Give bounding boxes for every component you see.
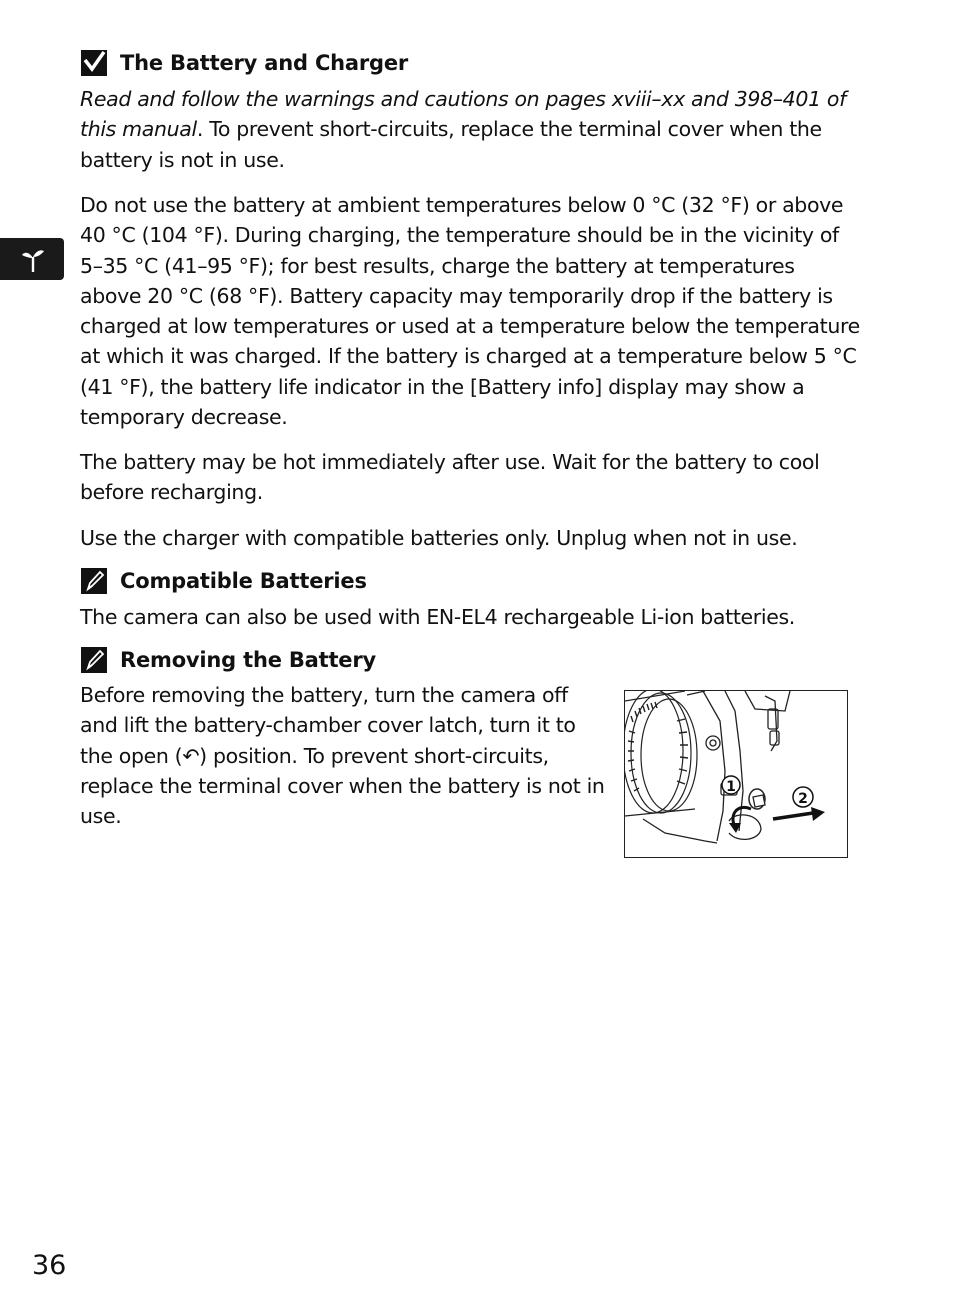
caution-text: . To prevent short-circuits, replace the terminal cover when the battery is not in use. bbox=[80, 117, 822, 172]
sprout-icon bbox=[22, 245, 44, 273]
caution-paragraph-2: Do not use the battery at ambient temperatures below 0 °C (32 °F) or above 40 °C (104 °F). During charging, the temperature should be in the vicinity of 5–35 °C (41–95 °F); for best results, charge the battery at temperatures above 20 °C (68 °F). Battery capacity may temporarily drop if the battery is charged at low temperatures or used at a temperature below the temperature at which it was charged. If the battery is charged at a temperature below 5 °C (41 °F), the battery life indicator in the [Battery info] display may show a temporary decrease. bbox=[80, 193, 860, 430]
removing-text: Before removing the battery, turn the camera off and lift the battery-chamber cover latch, turn it to the open (↶) position. To prevent short-circuits, replace the terminal cover when the battery is not in use. bbox=[80, 683, 605, 829]
battery-removal-illustration bbox=[624, 690, 848, 858]
pencil-note-icon bbox=[80, 646, 108, 674]
checkmark-caution-icon bbox=[80, 49, 108, 77]
svg-text:2: 2 bbox=[798, 791, 808, 807]
caution-title: The Battery and Charger bbox=[120, 51, 409, 75]
removing-title: Removing the Battery bbox=[120, 648, 376, 672]
caution-paragraph-3: The battery may be hot immediately after use. Wait for the battery to cool before recharging. bbox=[80, 450, 820, 505]
camera-drawing bbox=[625, 691, 847, 857]
compatible-text: The camera can also be used with EN-EL4 rechargeable Li-ion batteries. bbox=[80, 605, 795, 629]
caution-paragraph-1 bbox=[80, 84, 860, 175]
caution-paragraph-4: Use the charger with compatible batteries only. Unplug when not in use. bbox=[80, 526, 798, 550]
caution-italic-text: Read and follow the warnings and cautions on pages xviii–xx and 398–401 of this manual bbox=[80, 87, 846, 142]
svg-text:1: 1 bbox=[726, 779, 736, 795]
removing-heading bbox=[80, 645, 850, 675]
compatible-title: Compatible Batteries bbox=[120, 569, 367, 593]
chapter-tab bbox=[0, 238, 64, 280]
page-number: 36 bbox=[32, 1250, 67, 1281]
compatible-heading bbox=[80, 566, 850, 596]
caution-heading bbox=[80, 48, 850, 78]
pencil-note-icon bbox=[80, 567, 108, 595]
